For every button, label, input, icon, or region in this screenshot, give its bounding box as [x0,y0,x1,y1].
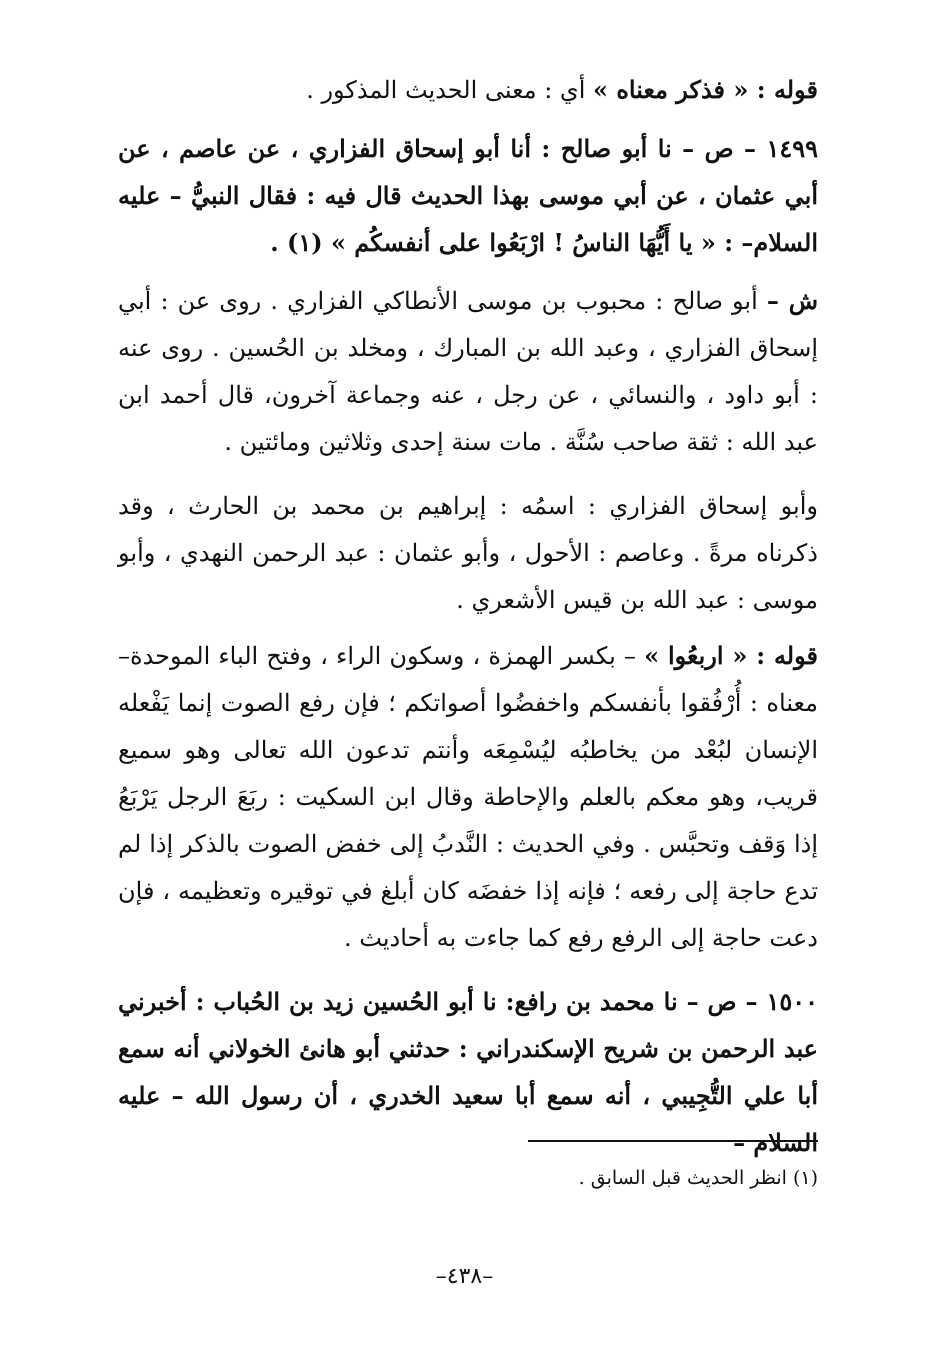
footnote: (١) انظر الحديث قبل السابق . [578,1167,818,1189]
explanation-lead: قوله : « اربعُوا » [644,641,818,670]
explanation-paragraph [118,632,818,962]
hadith-1500 [118,978,818,1166]
footnote-divider [528,1140,818,1142]
hadith-1499-text: ١٤٩٩ – ص – نا أبو صالح : أنا أبو إسحاق الفزاري ، عن عاصم ، عن أبي عثمان ، عن أبي موسى بهذا الحديث قال فيه : فقال النبيُّ – عليه السلام– : « يا أَيُّهَا الناسُ ! ارْبَعُوا على أنفسكُم » (١) . [118,134,818,257]
narrators-paragraph [118,483,818,624]
hadith-1499 [118,125,818,266]
hadith-1500-text: ١٥٠٠ – ص – نا محمد بن رافع: نا أبو الحُسين زيد بن الحُباب : أخبرني عبد الرحمن بن شريح الإسكندراني : حدثني أبو هانئ الخولاني أنه سمع أبا علي التُّجِيبي ، أنه سمع أبا سعيد الخدري ، أن رسول الله – عليه السلام – [118,987,818,1157]
commentary-text: أبو صالح : محبوب بن موسى الأنطاكي الفزاري . روى عن : أبي إسحاق الفزاري ، وعبد الله بن المبارك ، ومخلد بن الحُسين . روى عنه : أبو داود ، والنسائي ، عن رجل ، عنه وجماعة آخرون، قال أحمد ابن عبد الله : ثقة صاحب سُنَّة . مات سنة إحدى وثلاثين ومائتين . [118,287,818,456]
commentary-paragraph [118,277,818,466]
paragraph-1 [118,66,818,114]
narrators-text: وأبو إسحاق الفزاري : اسمُه : إبراهيم بن محمد بن الحارث ، وقد ذكرناه مرةً . وعاصم : الأحول ، وأبو عثمان : عبد الرحمن النهدي ، وأبو موسى : عبد الله بن قيس الأشعري . [118,492,818,614]
page-number: –٤٣٨– [435,1264,494,1289]
explanation-text: – بكسر الهمزة ، وسكون الراء ، وفتح الباء الموحدة– معناه : أُرْفُقوا بأنفسكم واخفضُوا أصواتكم ؛ فإن رفع الصوت إنما يَفْعله الإنسان لبُعْد من يخاطبُه ليُسْمِعَه وأنتم تدعون الله تعالى وهو سميع قريب، وهو معكم بالعلم والإحاطة وقال ابن السكيت : ربَعَ الرجل يَرْبَعُ إذا وَقف وتحبَّس . وفي الحديث : النَّدبُ إلى خفض الصوت بالذكر إذا لم تدع حاجة إلى رفعه ؛ فإنه إذا خفضَه كان أبلغ في توقيره وتعظيمه ، فإن دعت حاجة إلى الرفع رفع كما جاءت به أحاديث . [118,642,819,952]
paragraph-1-text: أي : معنى الحديث المذكور . [306,76,593,104]
paragraph-1-lead: قوله : « فذكر معناه » [593,75,818,104]
commentary-lead: ش – [766,286,818,315]
